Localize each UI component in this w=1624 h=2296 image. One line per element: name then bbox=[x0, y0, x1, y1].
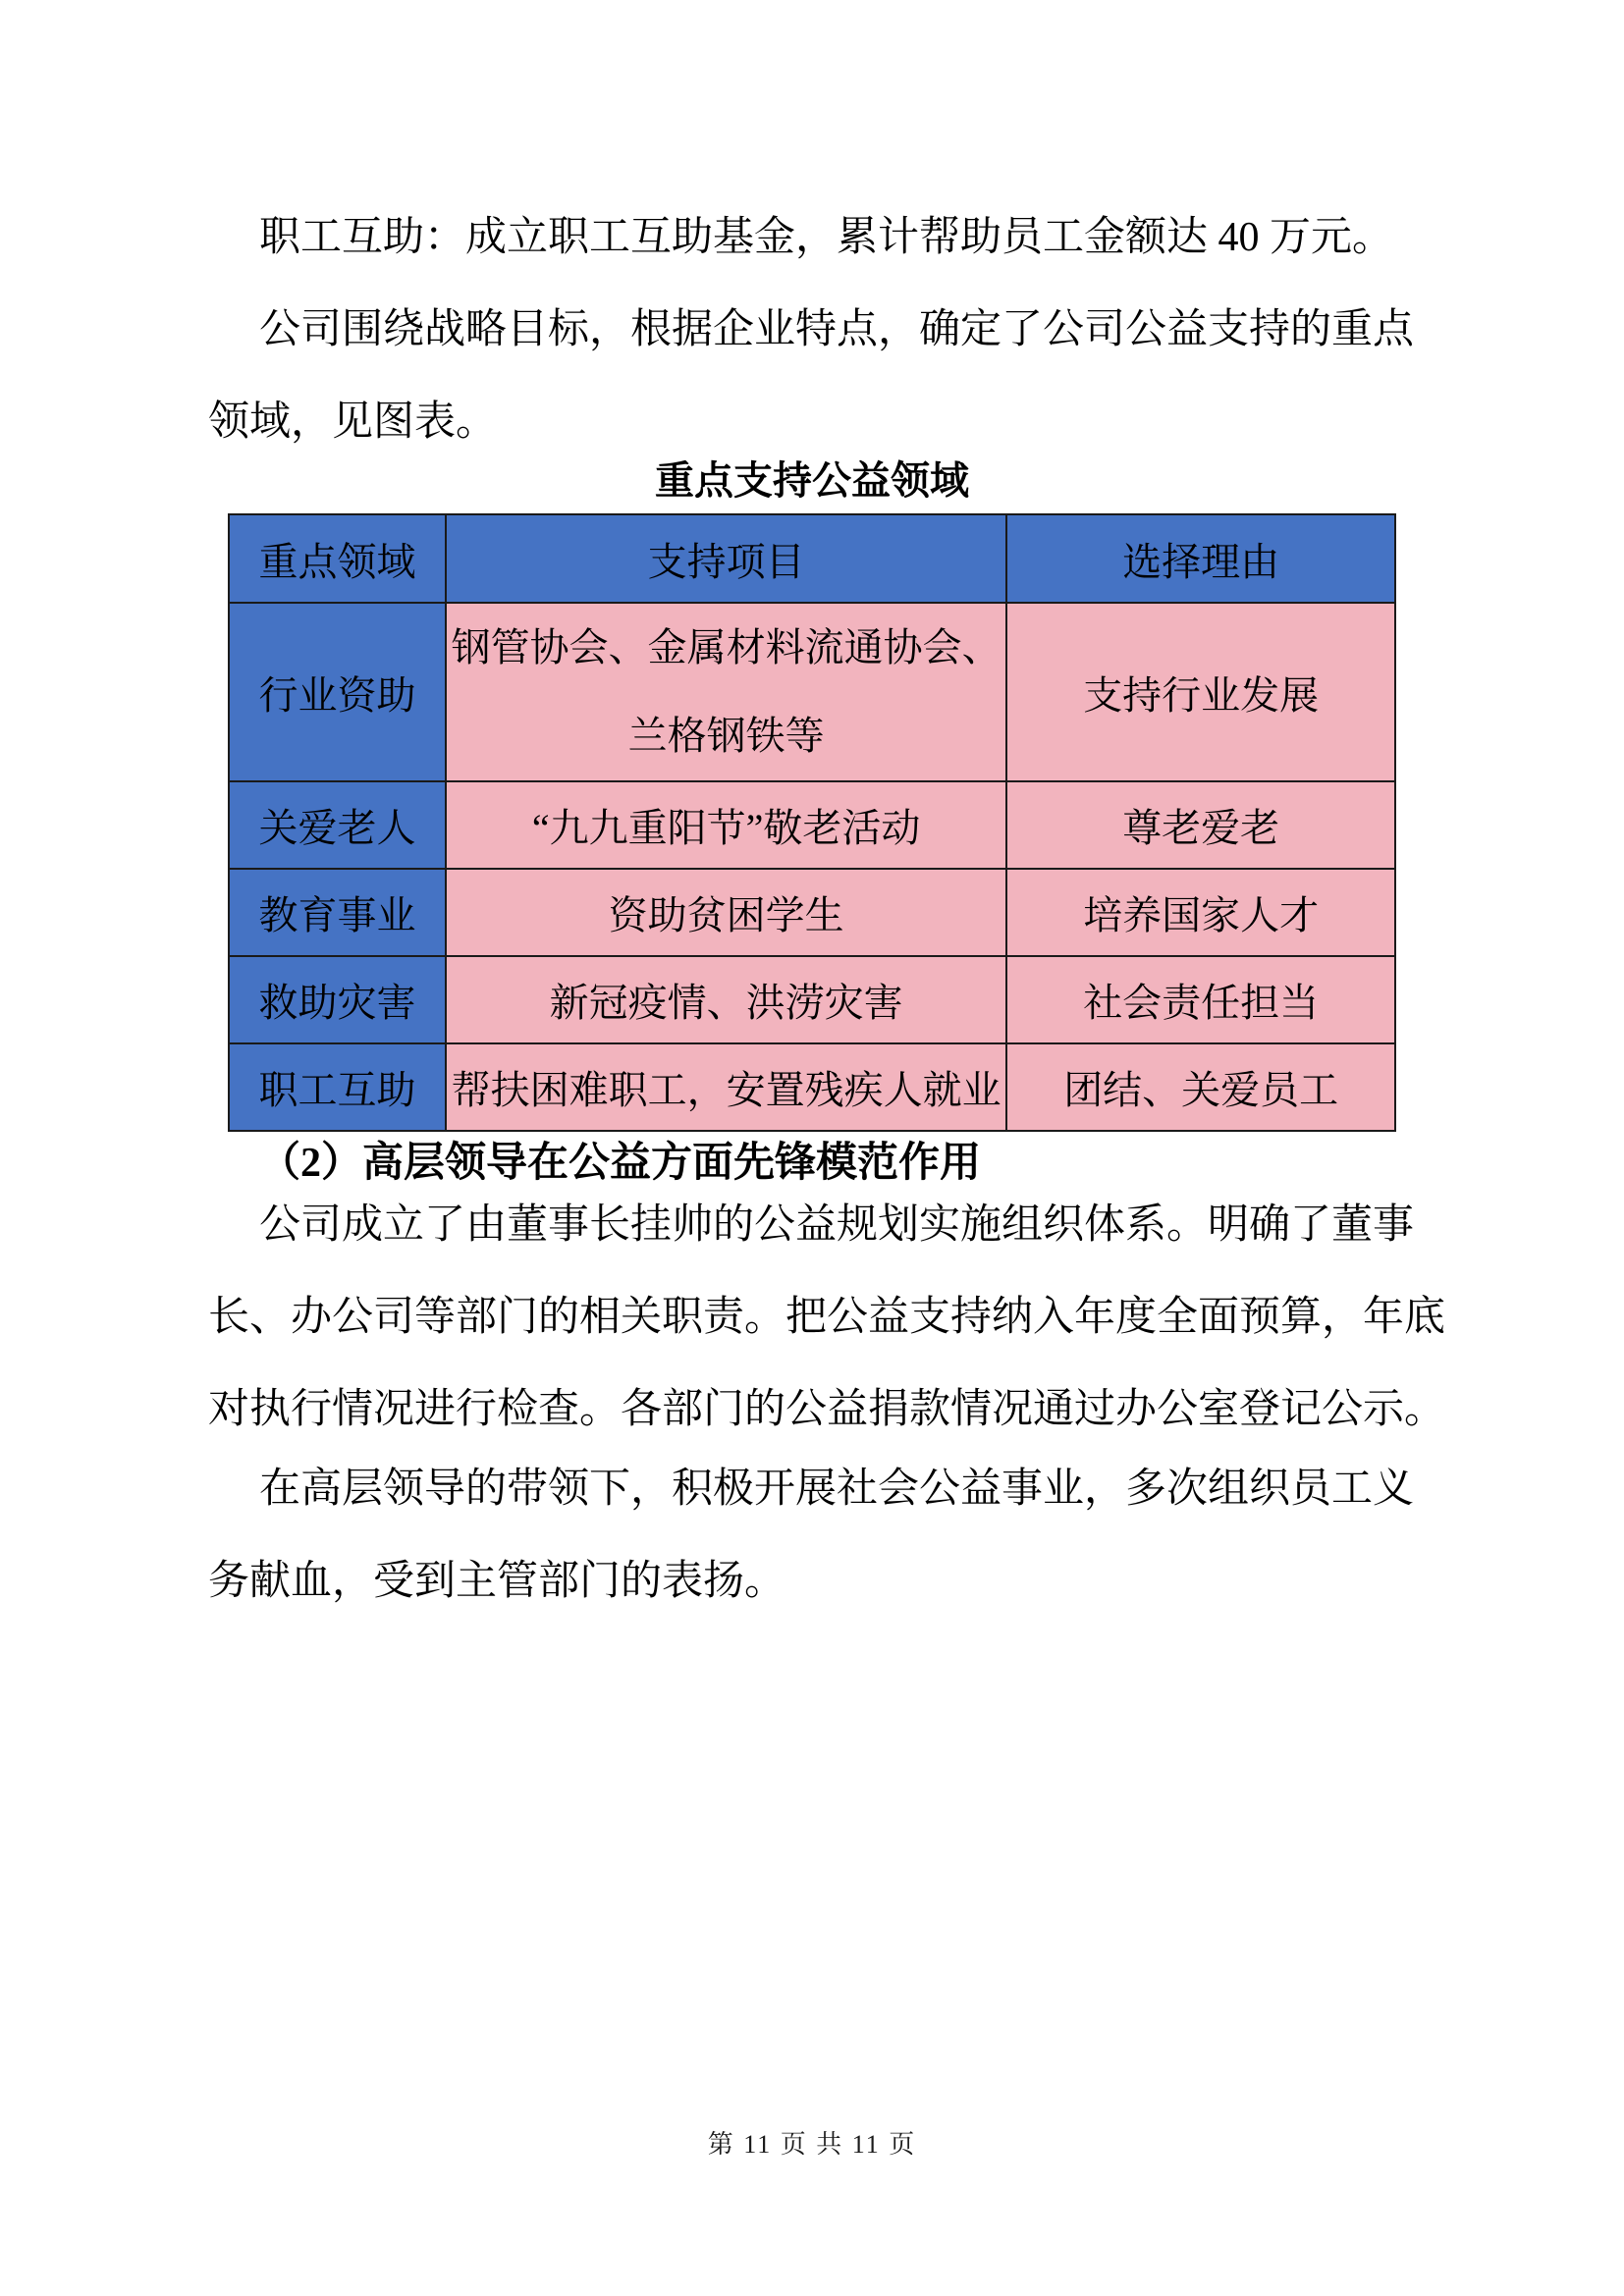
cell-project: “九九重阳节”敬老活动 bbox=[446, 781, 1006, 869]
table-row bbox=[229, 956, 1395, 1043]
paragraph-strategy-intro bbox=[208, 284, 1416, 468]
cell-project bbox=[446, 603, 1006, 781]
table-row bbox=[229, 781, 1395, 869]
cell-reason: 培养国家人才 bbox=[1006, 869, 1395, 956]
cell-reason: 团结、关爱员工 bbox=[1006, 1043, 1395, 1131]
section-heading-leadership: （2）高层领导在公益方面先锋模范作用 bbox=[259, 1141, 982, 1186]
cell-project-line: 钢管协会、金属材料流通协会、 bbox=[451, 625, 1001, 669]
text-line: 对执行情况进行检查。各部门的公益捐款情况通过办公室登记公示。 bbox=[208, 1387, 1446, 1432]
header-cell-reason: 选择理由 bbox=[1006, 514, 1395, 603]
paragraph-leadership-activities bbox=[208, 1443, 1416, 1628]
text-line: 公司成立了由董事长挂帅的公益规划实施组织体系。明确了董事 bbox=[259, 1202, 1415, 1248]
cell-area: 救助灾害 bbox=[229, 956, 446, 1043]
text-line: 公司围绕战略目标，根据企业特点，确定了公司公益支持的重点 bbox=[259, 307, 1415, 352]
cell-project: 资助贫困学生 bbox=[446, 869, 1006, 956]
cell-reason: 社会责任担当 bbox=[1006, 956, 1395, 1043]
header-cell-project: 支持项目 bbox=[446, 514, 1006, 603]
cell-reason: 尊老爱老 bbox=[1006, 781, 1395, 869]
header-cell-area: 重点领域 bbox=[229, 514, 446, 603]
table-row bbox=[229, 603, 1395, 781]
paragraph-employee-mutual-aid bbox=[208, 191, 1416, 284]
text-line: 在高层领导的带领下，积极开展社会公益事业，多次组织员工义 bbox=[259, 1467, 1415, 1512]
text-line: 领域，见图表。 bbox=[208, 400, 498, 445]
cell-area: 关爱老人 bbox=[229, 781, 446, 869]
key-support-areas-table bbox=[228, 513, 1396, 1132]
cell-area: 职工互助 bbox=[229, 1043, 446, 1131]
table-header-row bbox=[229, 514, 1395, 603]
cell-project: 新冠疫情、洪涝灾害 bbox=[446, 956, 1006, 1043]
table-title: 重点支持公益领域 bbox=[655, 458, 969, 503]
paragraph-organization-system bbox=[208, 1179, 1446, 1456]
cell-reason: 支持行业发展 bbox=[1006, 603, 1395, 781]
cell-area: 教育事业 bbox=[229, 869, 446, 956]
table-row bbox=[229, 1043, 1395, 1131]
cell-project: 帮扶困难职工，安置残疾人就业 bbox=[446, 1043, 1006, 1131]
cell-area: 行业资助 bbox=[229, 603, 446, 781]
page-footer: 第 11 页 共 11 页 bbox=[707, 2130, 917, 2159]
text-line: 务献血，受到主管部门的表扬。 bbox=[208, 1559, 786, 1604]
cell-project-line: 兰格钢铁等 bbox=[627, 714, 825, 758]
text-line: 职工互助：成立职工互助基金，累计帮助员工金额达 40 万元。 bbox=[259, 215, 1394, 260]
text-line: 长、办公司等部门的相关职责。把公益支持纳入年度全面预算，年底 bbox=[208, 1295, 1446, 1340]
table-row bbox=[229, 869, 1395, 956]
